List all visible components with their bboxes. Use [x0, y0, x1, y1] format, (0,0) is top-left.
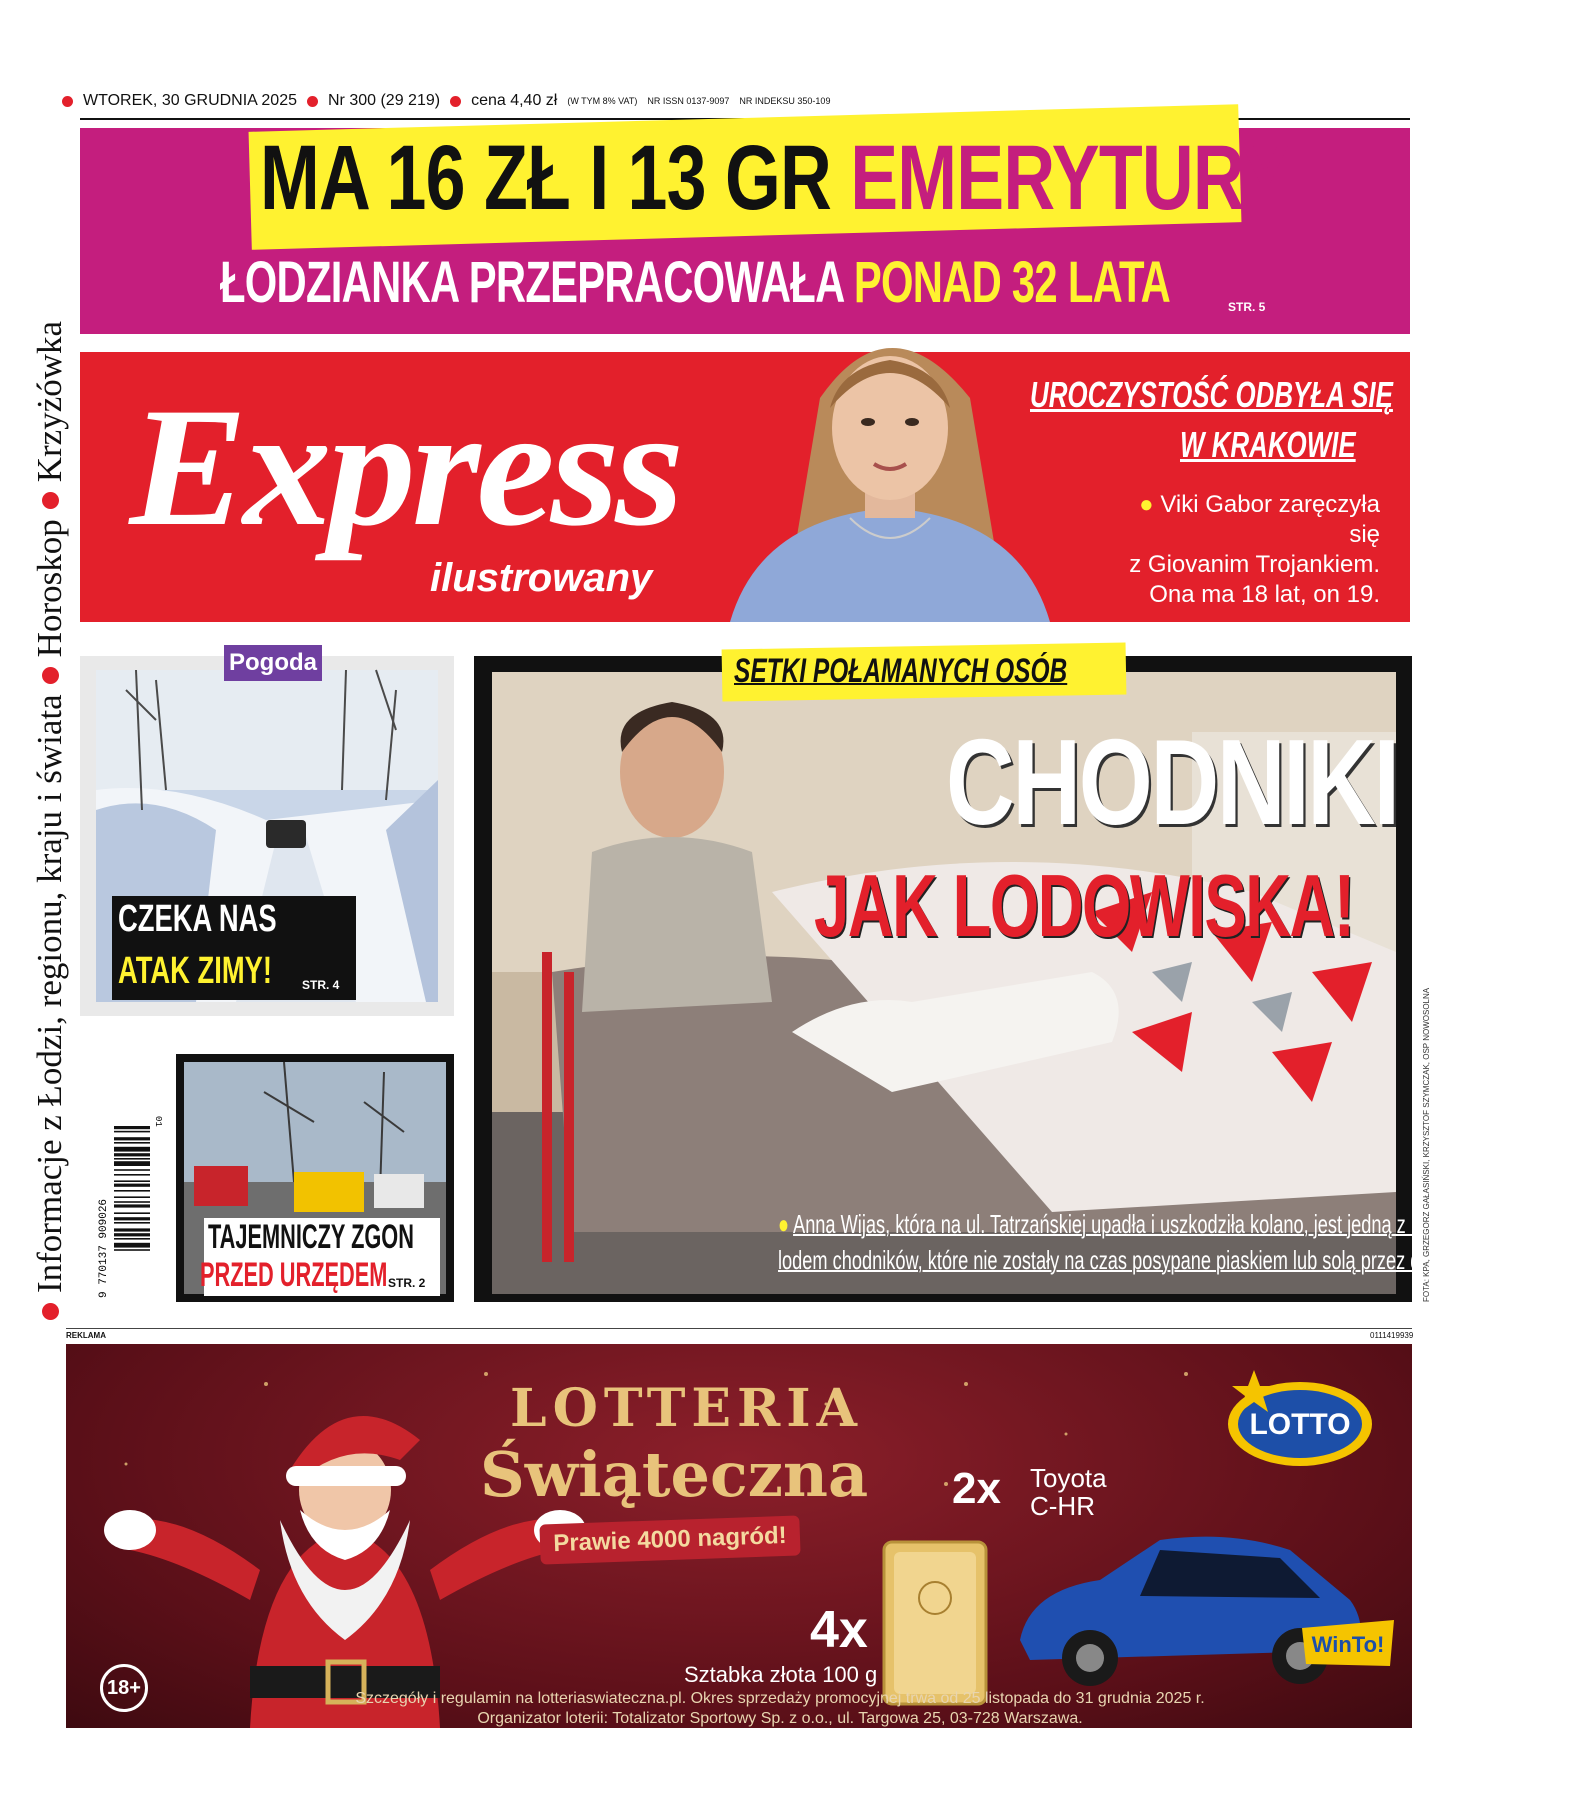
ad-prize1-count: 4x: [810, 1601, 868, 1659]
ad-title-line2: Świąteczna: [480, 1438, 869, 1511]
lotto-logo-text: LOTTO: [1249, 1408, 1351, 1441]
issue-index: NR INDEKSU 350-109: [739, 96, 831, 106]
top-story-sub-yellow: PONAD 32 LATA: [853, 250, 1171, 315]
bullet-dot-icon: [42, 1303, 59, 1320]
gold-bar-icon: [880, 1538, 990, 1708]
barcode-issue: 01: [153, 1116, 163, 1127]
masthead-text-line3: Ona ma 18 lat, on 19.: [1149, 581, 1380, 608]
bullet-dot-icon: [42, 492, 59, 509]
top-story-headline[interactable]: [260, 126, 1312, 230]
ad-footer-line2: Organizator loterii: Totalizator Sportowy Sp. z o.o., ul. Targowa 25, 03-728 Warszawa.: [477, 1710, 1083, 1727]
masthead-kicker-line2: W KRAKOWIE: [1180, 424, 1356, 465]
main-story-kicker: SETKI POŁAMANYCH OSÓB: [734, 652, 1068, 690]
ad-divider: [66, 1328, 1412, 1329]
ad-footer-line1: Szczegóły i regulamin na lotteriaswiateczna.pl. Okres sprzedaży promocyjnej trwa od 25 listopada do 31 grudnia 2025 r.: [355, 1690, 1205, 1707]
express-logo[interactable]: Express: [129, 373, 680, 561]
photo-credit: [1422, 987, 1436, 1316]
masthead-text-line1: Viki Gabor zaręczyła się: [1160, 491, 1380, 548]
ad-prize2-name-line2: C-HR: [1030, 1491, 1095, 1521]
issue-issn: NR ISSN 0137-9097: [647, 96, 730, 106]
caption-line2: lodem chodników, które nie zostały na czas posypane piaskiem lub solą przez dozorców: [778, 1245, 1489, 1275]
masthead-kicker-line1: UROCZYSTOŚĆ ODBYŁA SIĘ: [1030, 374, 1393, 415]
bullet-dot-icon: ●: [1139, 491, 1161, 518]
weather-headline-line1: CZEKA NAS: [118, 898, 277, 940]
bullet-dot-icon: [42, 667, 59, 684]
sidebar-item-news: Informacje z Łodzi, regionu, kraju i świata: [30, 694, 69, 1293]
weather-label: Pogoda: [224, 645, 322, 681]
main-story-headline2: JAK LODOWISKA!: [814, 856, 1354, 955]
main-story-headline1: CHODNIKI: [946, 714, 1398, 850]
winto-logo[interactable]: [1298, 1612, 1398, 1672]
viki-gabor-photo[interactable]: [700, 318, 1080, 622]
death-headline-line2: PRZED URZĘDEM: [200, 1256, 388, 1294]
bullet-dot-icon: ●: [778, 1209, 794, 1239]
lotto-logo[interactable]: [1220, 1364, 1380, 1474]
issue-date: WTOREK, 30 GRUDNIA 2025: [83, 92, 297, 109]
barcode: [98, 1112, 163, 1302]
express-logo-subtitle: ilustrowany: [430, 556, 653, 600]
weather-headline-line2: ATAK ZIMY!: [118, 950, 273, 992]
ad-label: REKLAMA: [66, 1331, 106, 1340]
winto-logo-text: WinTo!: [1311, 1632, 1385, 1657]
bullet-dot-icon: [62, 96, 73, 107]
bullet-dot-icon: [450, 96, 461, 107]
top-story-page-ref: STR. 5: [1228, 300, 1266, 314]
masthead-text-line2: z Giovanim Trojankiem.: [1129, 551, 1380, 578]
date-bar: [62, 88, 830, 114]
top-story-subheadline[interactable]: [220, 250, 1170, 316]
barcode-number: 9 770137 909026: [98, 1198, 110, 1298]
bullet-dot-icon: [307, 96, 318, 107]
top-story-sub-white: ŁODZIANKA PRZEPRACOWAŁA: [220, 250, 854, 315]
sidebar-item-horoscope: Horoskop: [30, 519, 69, 658]
masthead-teaser[interactable]: [1120, 490, 1380, 644]
issue-vat: (W TYM 8% VAT): [567, 96, 638, 106]
ad-ribbon: Prawie 4000 nagród!: [539, 1515, 800, 1564]
photo-credit-text: FOTA: KPA, GRZEGORZ GAŁASIŃSKI, KRZYSZTOF SZYMCZAK, OSP NOWOSOLNA: [1422, 987, 1431, 1302]
sidebar-item-crossword: Krzyżówka: [30, 320, 69, 483]
ad-prize2-name-line1: Toyota: [1030, 1463, 1107, 1493]
ad-title-line1: LOTTERIA: [510, 1378, 863, 1439]
issue-number: Nr 300 (29 219): [328, 92, 441, 109]
ad-code: 0111419939: [1370, 1331, 1414, 1340]
death-page-ref: STR. 2: [388, 1276, 426, 1290]
age-restriction-badge: 18+: [100, 1664, 148, 1712]
main-story-page-ref: STR. 3: [1493, 1258, 1520, 1272]
ad-prize2-count: 2x: [952, 1464, 1001, 1513]
top-story-headline-pink: EMERYTURY!: [850, 127, 1312, 229]
weather-page-ref: STR. 4: [302, 978, 340, 992]
main-story-caption: [520, 1206, 1579, 1283]
caption-line1: Anna Wijas, która na ul. Tatrzańskiej upadła i uszkodziła kolano, jest jedną z kilkuset ofiar skutych: [793, 1209, 1579, 1239]
issue-price: cena 4,40 zł: [471, 92, 558, 109]
ad-prize1-name: Sztabka złota 100 g: [684, 1662, 878, 1687]
masthead-page-ref: STR. 13: [1339, 623, 1380, 635]
top-story-headline-black: MA 16 ZŁ I 13 GR: [260, 127, 851, 229]
death-headline-line1: TAJEMNICZY ZGON: [208, 1218, 414, 1256]
